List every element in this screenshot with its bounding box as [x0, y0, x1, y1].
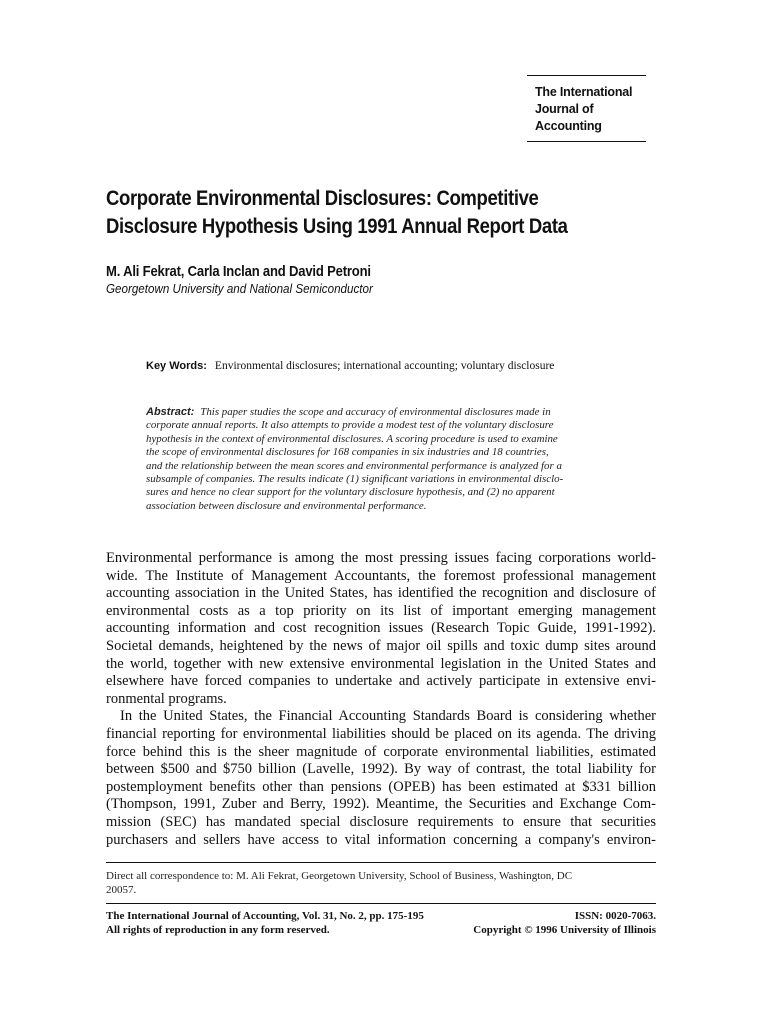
body-line: purchasers and sellers have access to vital information concerning a company's environ- [106, 831, 656, 848]
abstract [146, 406, 616, 513]
keywords-label: Key Words: [146, 360, 207, 372]
body-line: financial reporting for environmental liabilities should be placed on its agenda. The driving [106, 725, 656, 742]
abstract-line-4: the scope of environmental disclosures for 168 companies in six industries and 18 countries, [146, 446, 549, 459]
abstract-line-8: association between disclosure and environmental performance. [146, 499, 427, 512]
keywords [146, 358, 554, 374]
body-line: elsewhere have forced companies to undertake and actively participate in extensive envi- [106, 673, 656, 690]
abstract-line-6: subsample of companies. The results indicate (1) significant variations in environmental disclo- [146, 473, 564, 486]
publication-footer [106, 909, 656, 937]
body-line: (Thompson, 1991, Zuber and Berry, 1992). Meantime, the Securities and Exchange Com- [106, 796, 656, 813]
abstract-text-1: This paper studies the scope and accuracy of environmental disclosures made in [200, 406, 551, 418]
body-line: Environmental performance is among the most pressing issues facing corporations world- [106, 550, 656, 566]
body-line: In the United States, the Financial Accounting Standards Board is considering whether [120, 708, 656, 725]
abstract-line-7: sures and hence no clear support for the voluntary disclosure hypothesis, and (2) no apparent [146, 486, 555, 499]
copyright: Copyright © 1996 University of Illinois [473, 924, 656, 936]
body-line: ronmental programs. [106, 690, 227, 707]
correspondence-note [106, 869, 656, 897]
abstract-line-2: corporate annual reports. It also attempts to provide a modest test of the voluntary disclosure [146, 419, 554, 432]
abstract-label: Abstract: [146, 406, 195, 418]
body-line: the world, together with new extensive environmental legislation in the United States and [106, 655, 656, 672]
journal-rule-bottom [527, 141, 646, 142]
journal-name-line-3: Accounting [535, 119, 602, 133]
affiliation: Georgetown University and National Semiconductor [106, 282, 373, 296]
abstract-line-1 [146, 406, 616, 419]
journal-name-line-2: Journal of [535, 102, 594, 116]
issn: ISSN: 0020-7063. [574, 910, 656, 922]
body-line: postemployment benefits other than pensions (OPEB) has been estimated at $331 billion [106, 778, 656, 795]
body-line: environmental costs as a top priority on its list of important emerging management [106, 602, 656, 619]
body-line: mission (SEC) has mandated special disclosure requirements to ensure that securities [106, 813, 656, 830]
article-title-line-1: Corporate Environmental Disclosures: Competitive [106, 186, 539, 210]
abstract-line-3: hypothesis in the context of environmental disclosures. A scoring procedure is used to examine [146, 432, 558, 445]
correspondence-line-1: Direct all correspondence to: M. Ali Fekrat, Georgetown University, School of Business, Washington, DC [106, 870, 573, 882]
correspondence-line-2: 20057. [106, 884, 137, 896]
abstract-line-5: and the relationship between the mean scores and environmental performance is analyzed for a [146, 459, 562, 472]
keywords-text: Environmental disclosures; international accounting; voluntary disclosure [214, 360, 555, 372]
article-title [106, 184, 622, 240]
footnote-rule [106, 862, 656, 863]
body-text [106, 550, 656, 849]
journal-rule-top [527, 75, 646, 76]
body-line: wide. The Institute of Management Accountants, the foremost professional management [106, 567, 656, 584]
journal-name [535, 84, 655, 135]
body-line: force behind this is the sheer magnitude of corporate environmental liabilities, estimated [106, 743, 656, 760]
authors: M. Ali Fekrat, Carla Inclan and David Petroni [106, 264, 371, 280]
footer-row-1 [106, 909, 656, 923]
article-title-line-2: Disclosure Hypothesis Using 1991 Annual Report Data [106, 214, 568, 238]
body-line: Societal demands, heightened by the news of major oil spills and toxic dump sites around [106, 637, 656, 654]
body-line: accounting information and cost recognition issues (Research Topic Guide, 1991-1992). [106, 620, 656, 637]
rights: All rights of reproduction in any form reserved. [106, 924, 330, 936]
footer-row-2 [106, 923, 656, 937]
citation: The International Journal of Accounting, Vol. 31, No. 2, pp. 175-195 [106, 910, 424, 922]
footer-rule [106, 903, 656, 904]
body-line: between $500 and $750 billion (Lavelle, 1992). By way of contrast, the total liability for [106, 761, 656, 778]
body-line: accounting association in the United States, has identified the recognition and disclosure of [106, 585, 656, 602]
journal-name-line-1: The International [535, 85, 633, 99]
